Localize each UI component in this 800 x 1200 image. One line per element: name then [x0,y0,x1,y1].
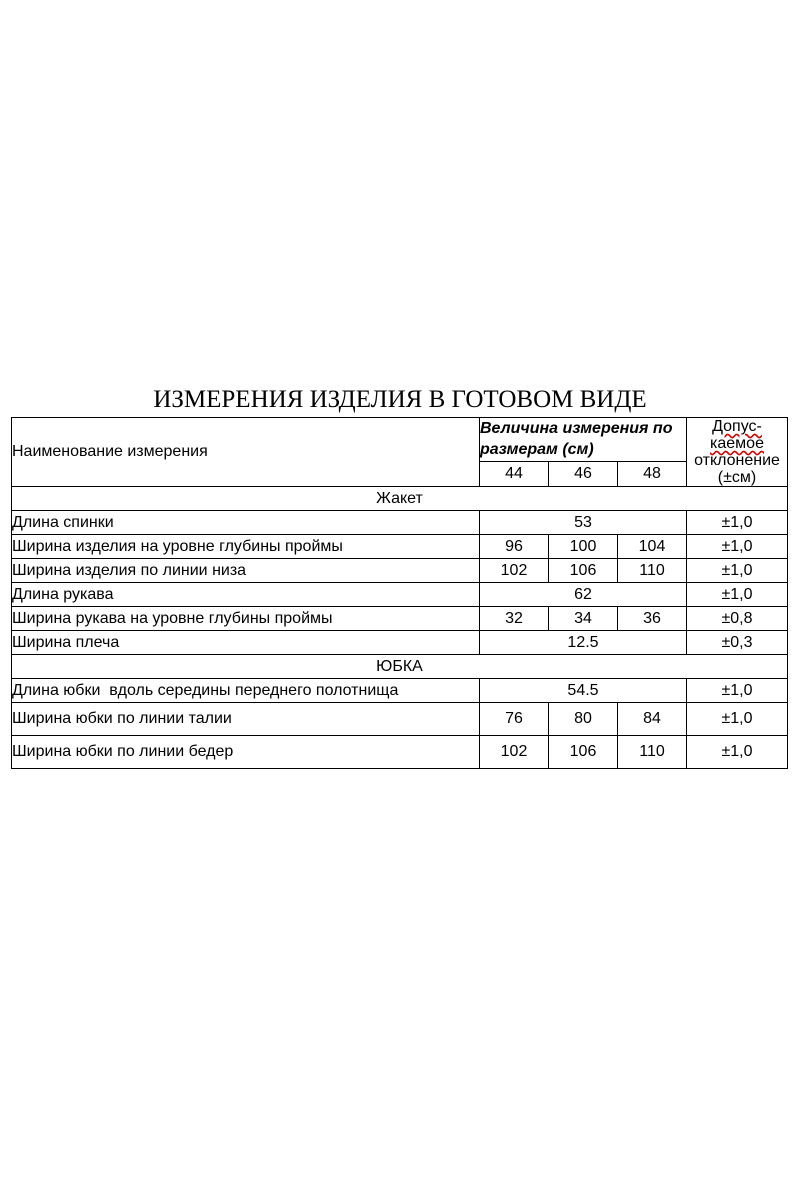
section-title: ЮБКА [12,655,788,679]
measurement-value: 100 [549,535,618,559]
table-row [12,736,788,769]
measurement-label: Длина спинки [12,511,480,535]
measurement-value: 106 [549,559,618,583]
measurement-label: Ширина юбки по линии бедер [12,736,480,769]
measurement-value: 110 [618,736,687,769]
measurement-value: 53 [480,511,687,535]
measurement-label: Ширина юбки по линии талии [12,703,480,736]
column-header-tolerance [687,418,788,487]
tolerance-value: ±1,0 [687,511,788,535]
tolerance-value: ±0,3 [687,631,788,655]
measurement-label: Ширина плеча [12,631,480,655]
table-row [12,679,788,703]
page-title: ИЗМЕРЕНИЯ ИЗДЕЛИЯ В ГОТОВОМ ВИДЕ [153,386,647,413]
measurement-value: 12.5 [480,631,687,655]
measurement-value: 80 [549,703,618,736]
measurement-value: 62 [480,583,687,607]
tolerance-value: ±1,0 [687,559,788,583]
table-row [12,535,788,559]
measurement-value: 110 [618,559,687,583]
measurement-value: 76 [480,703,549,736]
measurement-value: 96 [480,535,549,559]
tolerance-value: ±1,0 [687,736,788,769]
table-row [12,583,788,607]
measurement-value: 32 [480,607,549,631]
table-row [12,631,788,655]
measurement-label: Ширина изделия по линии низа [12,559,480,583]
table-row [12,607,788,631]
measurement-label: Ширина изделия на уровне глубины проймы [12,535,480,559]
measurement-label: Длина рукава [12,583,480,607]
measurement-label: Длина юбки вдоль середины переднего полотнища [12,679,480,703]
table-header-row [12,418,788,462]
tolerance-value: ±1,0 [687,703,788,736]
measurement-value: 104 [618,535,687,559]
tolerance-header-line: отклонение [694,452,780,469]
tolerance-value: ±1,0 [687,535,788,559]
tolerance-value: ±1,0 [687,679,788,703]
measurement-value: 36 [618,607,687,631]
measurement-value: 84 [618,703,687,736]
measurement-value: 106 [549,736,618,769]
measurement-value: 34 [549,607,618,631]
tolerance-value: ±0,8 [687,607,788,631]
column-header-name: Наименование измерения [12,418,480,487]
table-row [12,511,788,535]
tolerance-header-line: Допус- [712,418,762,435]
measurement-value: 54.5 [480,679,687,703]
measurement-value: 102 [480,736,549,769]
section-title: Жакет [12,487,788,511]
tolerance-header-line: каемое [710,435,764,452]
section-row-jacket [12,487,788,511]
size-header-46: 46 [549,462,618,487]
size-header-48: 48 [618,462,687,487]
section-row-skirt [12,655,788,679]
column-header-size: Величина измерения по размерам (см) [480,418,687,462]
size-header-44: 44 [480,462,549,487]
measurement-value: 102 [480,559,549,583]
tolerance-header-line: (±см) [717,469,757,486]
measurement-label: Ширина рукава на уровне глубины проймы [12,607,480,631]
measurements-table [11,417,788,769]
tolerance-value: ±1,0 [687,583,788,607]
table-row [12,703,788,736]
table-row [12,559,788,583]
